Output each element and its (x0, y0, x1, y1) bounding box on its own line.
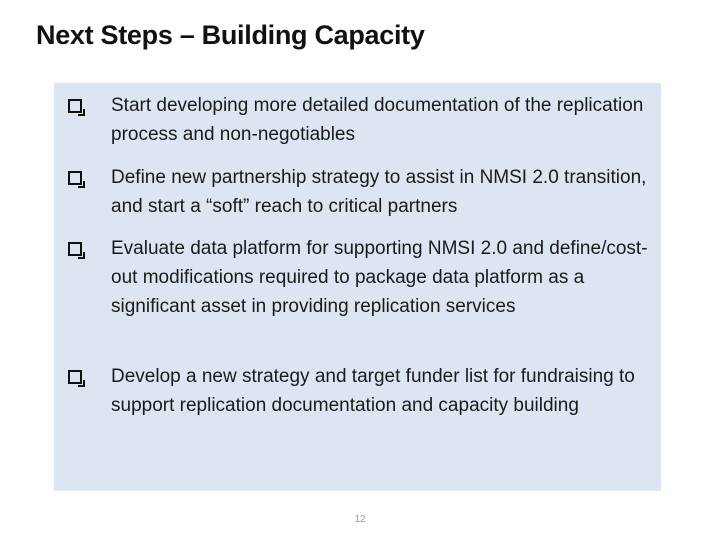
bullet-text: Develop a new strategy and target funder list for fundraising to support replication documentation and capacity building (111, 366, 635, 416)
checkbox-icon (68, 242, 82, 256)
content-box (54, 83, 661, 491)
checkbox-icon (68, 370, 82, 384)
bullet-text: Evaluate data platform for supporting NMSI 2.0 and define/cost-out modifications required to package data platform as a significant asset in providing replication services (111, 238, 648, 317)
bullet-text: Define new partnership strategy to assist in NMSI 2.0 transition, and start a “soft” reach to critical partners (111, 167, 647, 217)
page-number: 12 (354, 514, 366, 525)
bullet-text: Start developing more detailed documentation of the replication process and non-negotiables (111, 95, 644, 145)
slide-title: Next Steps – Building Capacity (36, 20, 425, 50)
checkbox-icon (68, 99, 82, 113)
checkbox-icon (68, 171, 82, 185)
